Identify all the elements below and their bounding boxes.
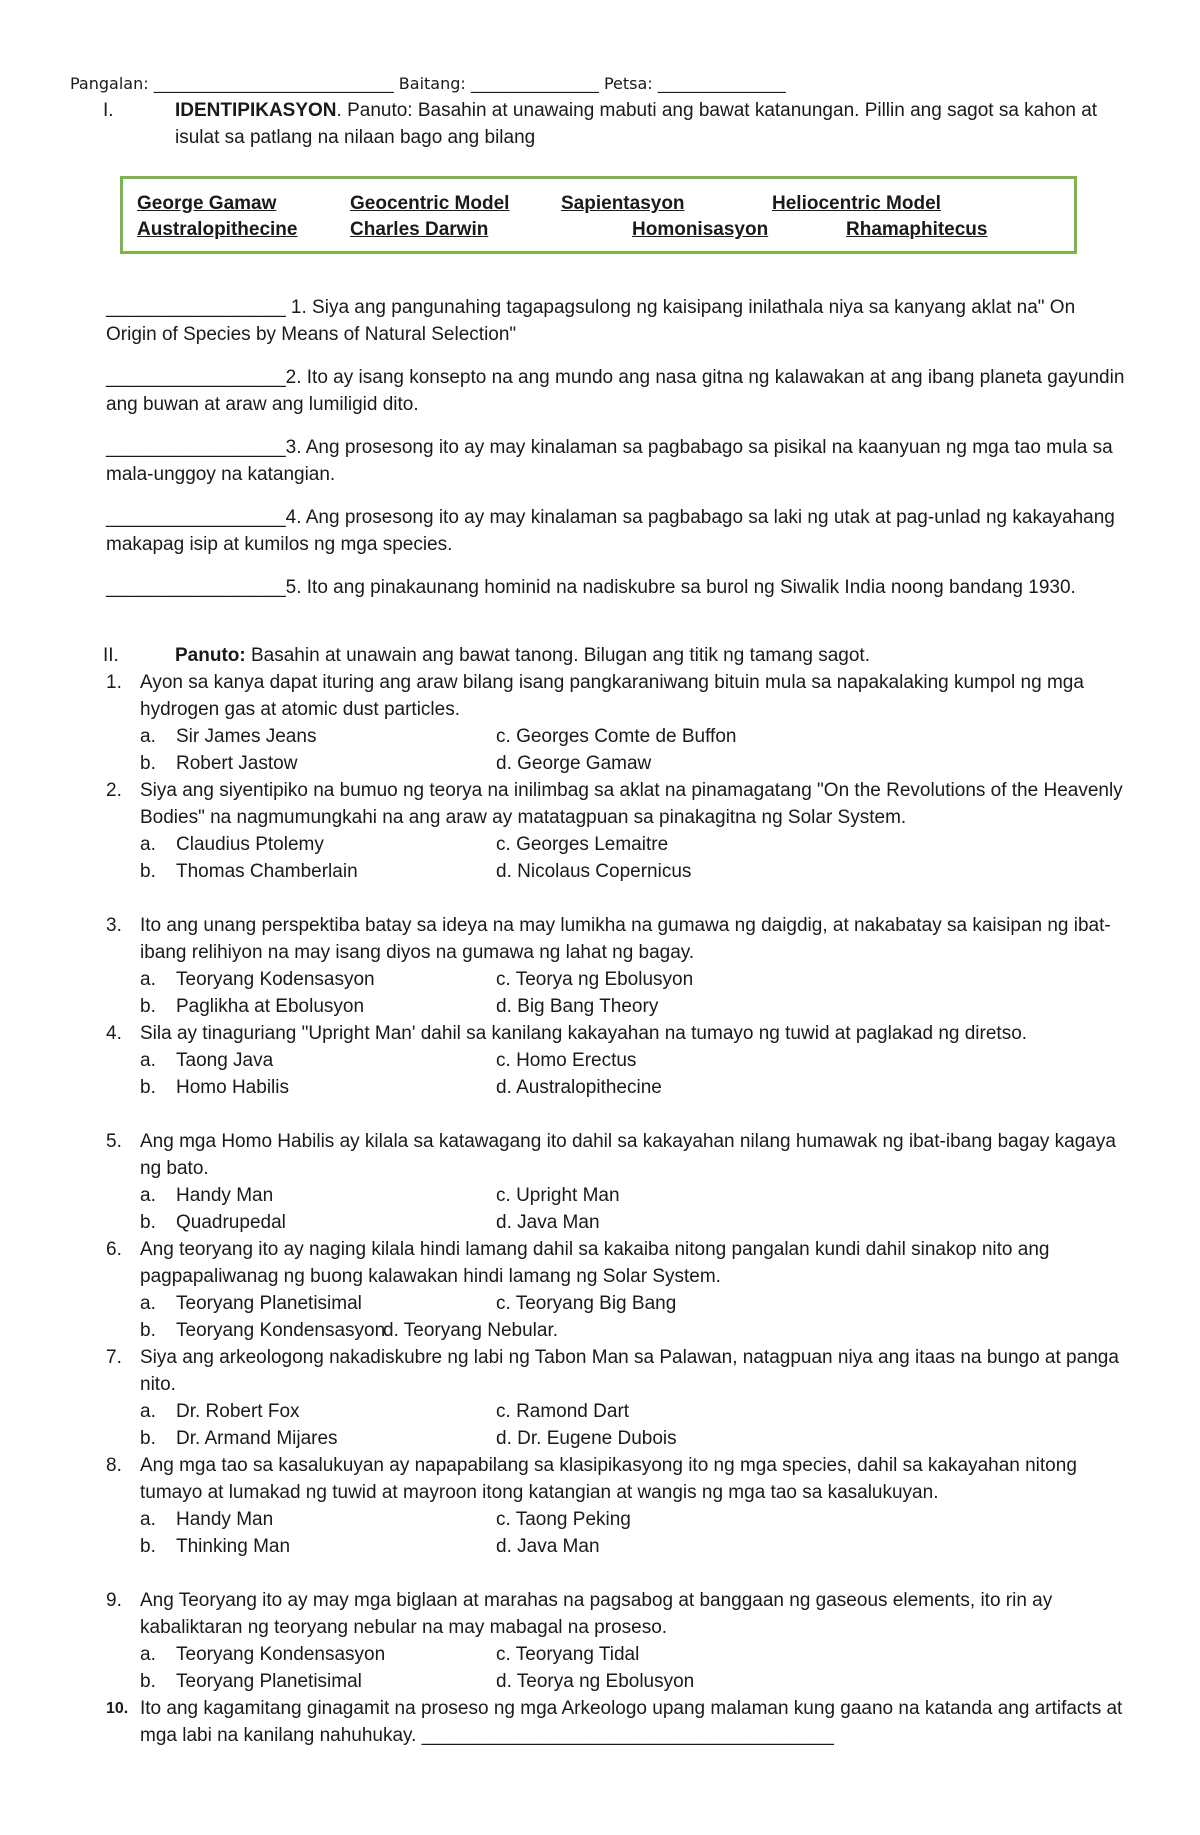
question-item (106, 1452, 1136, 1560)
question-options (140, 1641, 1136, 1695)
grade-label: Baitang: (398, 74, 466, 93)
question-options (140, 966, 1136, 1020)
question-item (106, 669, 1136, 777)
question-number: 9. (106, 1590, 122, 1611)
item-text: Ang prosesong ito ay may kinalaman sa pagbabago sa pisikal na kaanyuan ng mga tao mula sa mala-unggoy na katangian. (106, 437, 1113, 485)
name-label: Pangalan: (70, 74, 149, 93)
option-c[interactable]: c. Ramond Dart (496, 1401, 630, 1422)
question-options (140, 831, 1136, 885)
question-text: Siya ang siyentipiko na bumuo ng teorya na inilimbag sa aklat na pinamagatang "On the Revolutions of the Heavenly Bodies" na nagmumungkahi na ang araw ay matatagpuan sa pinakagitna ng Solar System. (140, 780, 1123, 828)
option-a[interactable]: a. Sir James Jeans (140, 726, 317, 747)
choice-word: Rhamaphitecus (846, 219, 988, 240)
item-text: Ito ay isang konsepto na ang mundo ang nasa gitna ng kalawakan at ang ibang planeta gayundin ang buwan at araw ang lumiligid dito. (106, 367, 1125, 415)
answer-blank: _________________ (106, 367, 286, 388)
part1-instruction: . Panuto: Basahin at unawaing mabuti ang bawat katanungan. Pillin ang sagot sa kahon at isulat sa patlang na nilaan bago ang bilang (175, 100, 1098, 148)
part1-title: IDENTIPIKASYON (175, 100, 337, 121)
option-a[interactable]: a. Taong Java (140, 1050, 274, 1071)
option-d[interactable]: d. Teorya ng Ebolusyon (496, 1671, 695, 1692)
part2-instruction: Basahin at unawain ang bawat tanong. Bilugan ang titik ng tamang sagot. (245, 645, 870, 666)
question-number: 5. (106, 1131, 122, 1152)
item-number: 3. (285, 437, 302, 458)
option-b[interactable]: b. Robert Jastow (140, 753, 298, 774)
student-info-header: Pangalan: ______________________________ Baitang: ________________ Petsa: ________________ (70, 74, 786, 93)
identification-item (106, 294, 1126, 348)
option-a[interactable]: a. Handy Man (140, 1509, 274, 1530)
item-number: 4. (285, 507, 302, 528)
question-number: 4. (106, 1023, 122, 1044)
question-number: 10. (106, 1700, 129, 1717)
item-text: Siya ang pangunahing tagapagsulong ng kaisipang inilathala niya sa kanyang aklat na" On Origin of Species by Means of Natural Selection" (106, 297, 1076, 345)
item-text: Ang prosesong ito ay may kinalaman sa pagbabago sa laki ng utak at pag-unlad ng kakayahang makapag isip at kumilos ng mga species. (106, 507, 1115, 555)
question-text: Ito ang kagamitang ginagamit na proseso ng mga Arkeologo upang malaman kung gaano na katanda ang artifacts at mga labi na kanilang nahuhukay. _______________________________________ (140, 1698, 1123, 1746)
option-b[interactable]: b. Quadrupedal (140, 1212, 286, 1233)
question-text: Ayon sa kanya dapat ituring ang araw bilang isang pangkaraniwang bituin mula sa napakalaking kumpol ng mga hydrogen gas at atomic dust particles. (140, 672, 1084, 720)
option-a[interactable]: a. Teoryang Kodensasyon (140, 969, 375, 990)
question-item (106, 1695, 1136, 1749)
option-b[interactable]: b. Paglikha at Ebolusyon (140, 996, 365, 1017)
option-b[interactable]: b. Thinking Man (140, 1536, 291, 1557)
option-b[interactable]: b. Teoryang Kondensasyon (140, 1320, 386, 1341)
question-text: Ang mga Homo Habilis ay kilala sa katawagang ito dahil sa kakayahan nilang humawak ng ibat-ibang bagay kagaya ng bato. (140, 1131, 1116, 1179)
question-item (106, 1587, 1136, 1695)
choice-word: George Gamaw (137, 193, 277, 214)
item-number: 2. (285, 367, 302, 388)
part1-numeral: I. (103, 100, 114, 121)
part2-panuto-label: Panuto: (175, 645, 246, 666)
question-text: Sila ay tinaguriang "Upright Man' dahil sa kanilang kakayahan na tumayo ng tuwid at paglakad ng diretso. (140, 1023, 1028, 1044)
option-d[interactable]: d. Australopithecine (496, 1077, 662, 1098)
question-text: Ito ang unang perspektiba batay sa ideya na may lumikha na gumawa ng daigdig, at nakabatay sa kaisipan ng ibat-ibang relihiyon na may isang diyos na gumawa ng lahat ng bagay. (140, 915, 1111, 963)
option-d[interactable]: d. Java Man (496, 1212, 600, 1233)
part1-instruction-block (175, 97, 1135, 151)
answer-blank: _______________________________________ (421, 1725, 834, 1746)
option-d[interactable]: d. Java Man (496, 1536, 600, 1557)
question-item (106, 1236, 1136, 1344)
option-d[interactable]: d. George Gamaw (496, 753, 652, 774)
identification-item (106, 574, 1126, 601)
question-item (106, 777, 1136, 885)
question-options (140, 1506, 1136, 1560)
question-text: Ang mga tao sa kasalukuyan ay napapabilang sa klasipikasyong ito ng mga species, dahil sa kakayahan nitong tumayo at lumakad ng tuwid at mayroon itong katangian at wangis ng mga tao sa kasalukuyan. (140, 1455, 1077, 1503)
option-c[interactable]: c. Teoryang Tidal (496, 1644, 640, 1665)
answer-blank: _________________ (106, 437, 286, 458)
option-c[interactable]: c. Homo Erectus (496, 1050, 637, 1071)
question-options (140, 723, 1136, 777)
choice-word: Charles Darwin (350, 219, 489, 240)
item-text: Ito ang pinakaunang hominid na nadiskubre sa burol ng Siwalik India noong bandang 1930. (306, 577, 1076, 598)
question-options (140, 1182, 1136, 1236)
answer-choice-box (120, 176, 1077, 254)
choice-word: Geocentric Model (350, 193, 510, 214)
option-a[interactable]: a. Handy Man (140, 1185, 274, 1206)
option-b[interactable]: b. Thomas Chamberlain (140, 861, 358, 882)
answer-blank: _________________ (106, 297, 286, 318)
item-number: 5. (285, 577, 302, 598)
question-item (106, 1020, 1136, 1101)
question-text: Siya ang arkeologong nakadiskubre ng labi ng Tabon Man sa Palawan, natagpuan niya ang itaas na bungo at panga nito. (140, 1347, 1119, 1395)
question-number: 3. (106, 915, 122, 936)
option-d[interactable]: d. Dr. Eugene Dubois (496, 1428, 677, 1449)
question-item (106, 1344, 1136, 1452)
option-a[interactable]: a. Teoryang Planetisimal (140, 1293, 362, 1314)
identification-item (106, 504, 1126, 558)
question-number: 1. (106, 672, 122, 693)
option-c[interactable]: c. Georges Comte de Buffon (496, 726, 737, 747)
part2-numeral: II. (103, 645, 119, 666)
question-number: 2. (106, 780, 122, 801)
choice-word: Heliocentric Model (772, 193, 941, 214)
option-c[interactable]: c. Teoryang Big Bang (496, 1293, 677, 1314)
option-c[interactable]: c. Georges Lemaitre (496, 834, 669, 855)
date-label: Petsa: (603, 74, 653, 93)
option-c[interactable]: c. Teorya ng Ebolusyon (496, 969, 694, 990)
question-item (106, 912, 1136, 1020)
option-a[interactable]: a. Dr. Robert Fox (140, 1401, 300, 1422)
choice-word: Homonisasyon (632, 219, 769, 240)
item-number: 1. (285, 297, 307, 318)
option-b[interactable]: b. Homo Habilis (140, 1077, 289, 1098)
option-a[interactable]: a. Teoryang Kondensasyon (140, 1644, 386, 1665)
identification-item (106, 434, 1126, 488)
option-a[interactable]: a. Claudius Ptolemy (140, 834, 324, 855)
question-number: 7. (106, 1347, 122, 1368)
option-c[interactable]: c. Upright Man (496, 1185, 620, 1206)
answer-blank: _________________ (106, 577, 286, 598)
question-item (106, 1128, 1136, 1236)
choice-word: Sapientasyon (561, 193, 685, 214)
part1-heading (103, 97, 1133, 148)
option-d[interactable]: d. Big Bang Theory (496, 996, 659, 1017)
question-options (140, 1290, 1136, 1344)
question-number: 8. (106, 1455, 122, 1476)
answer-blank: _________________ (106, 507, 286, 528)
part2-heading (103, 642, 1133, 669)
option-d[interactable]: d. Teoryang Nebular. (383, 1320, 559, 1341)
question-options (140, 1047, 1136, 1101)
question-text: Ang Teoryang ito ay may mga biglaan at marahas na pagsabog at banggaan ng gaseous elements, ito rin ay kabaliktaran ng teoryang nebular na may mabagal na proseso. (140, 1590, 1053, 1638)
option-c[interactable]: c. Taong Peking (496, 1509, 631, 1530)
question-text: Ang teoryang ito ay naging kilala hindi lamang dahil sa kakaiba nitong pangalan kundi dahil sinakop nito ang pagpapaliwanag ng buong kalawakan hindi lamang ng Solar System. (140, 1239, 1050, 1287)
identification-item (106, 364, 1126, 418)
choice-word: Australopithecine (137, 219, 298, 240)
question-options (140, 1398, 1136, 1452)
option-b[interactable]: b. Teoryang Planetisimal (140, 1671, 362, 1692)
question-number: 6. (106, 1239, 122, 1260)
option-b[interactable]: b. Dr. Armand Mijares (140, 1428, 338, 1449)
option-d[interactable]: d. Nicolaus Copernicus (496, 861, 692, 882)
